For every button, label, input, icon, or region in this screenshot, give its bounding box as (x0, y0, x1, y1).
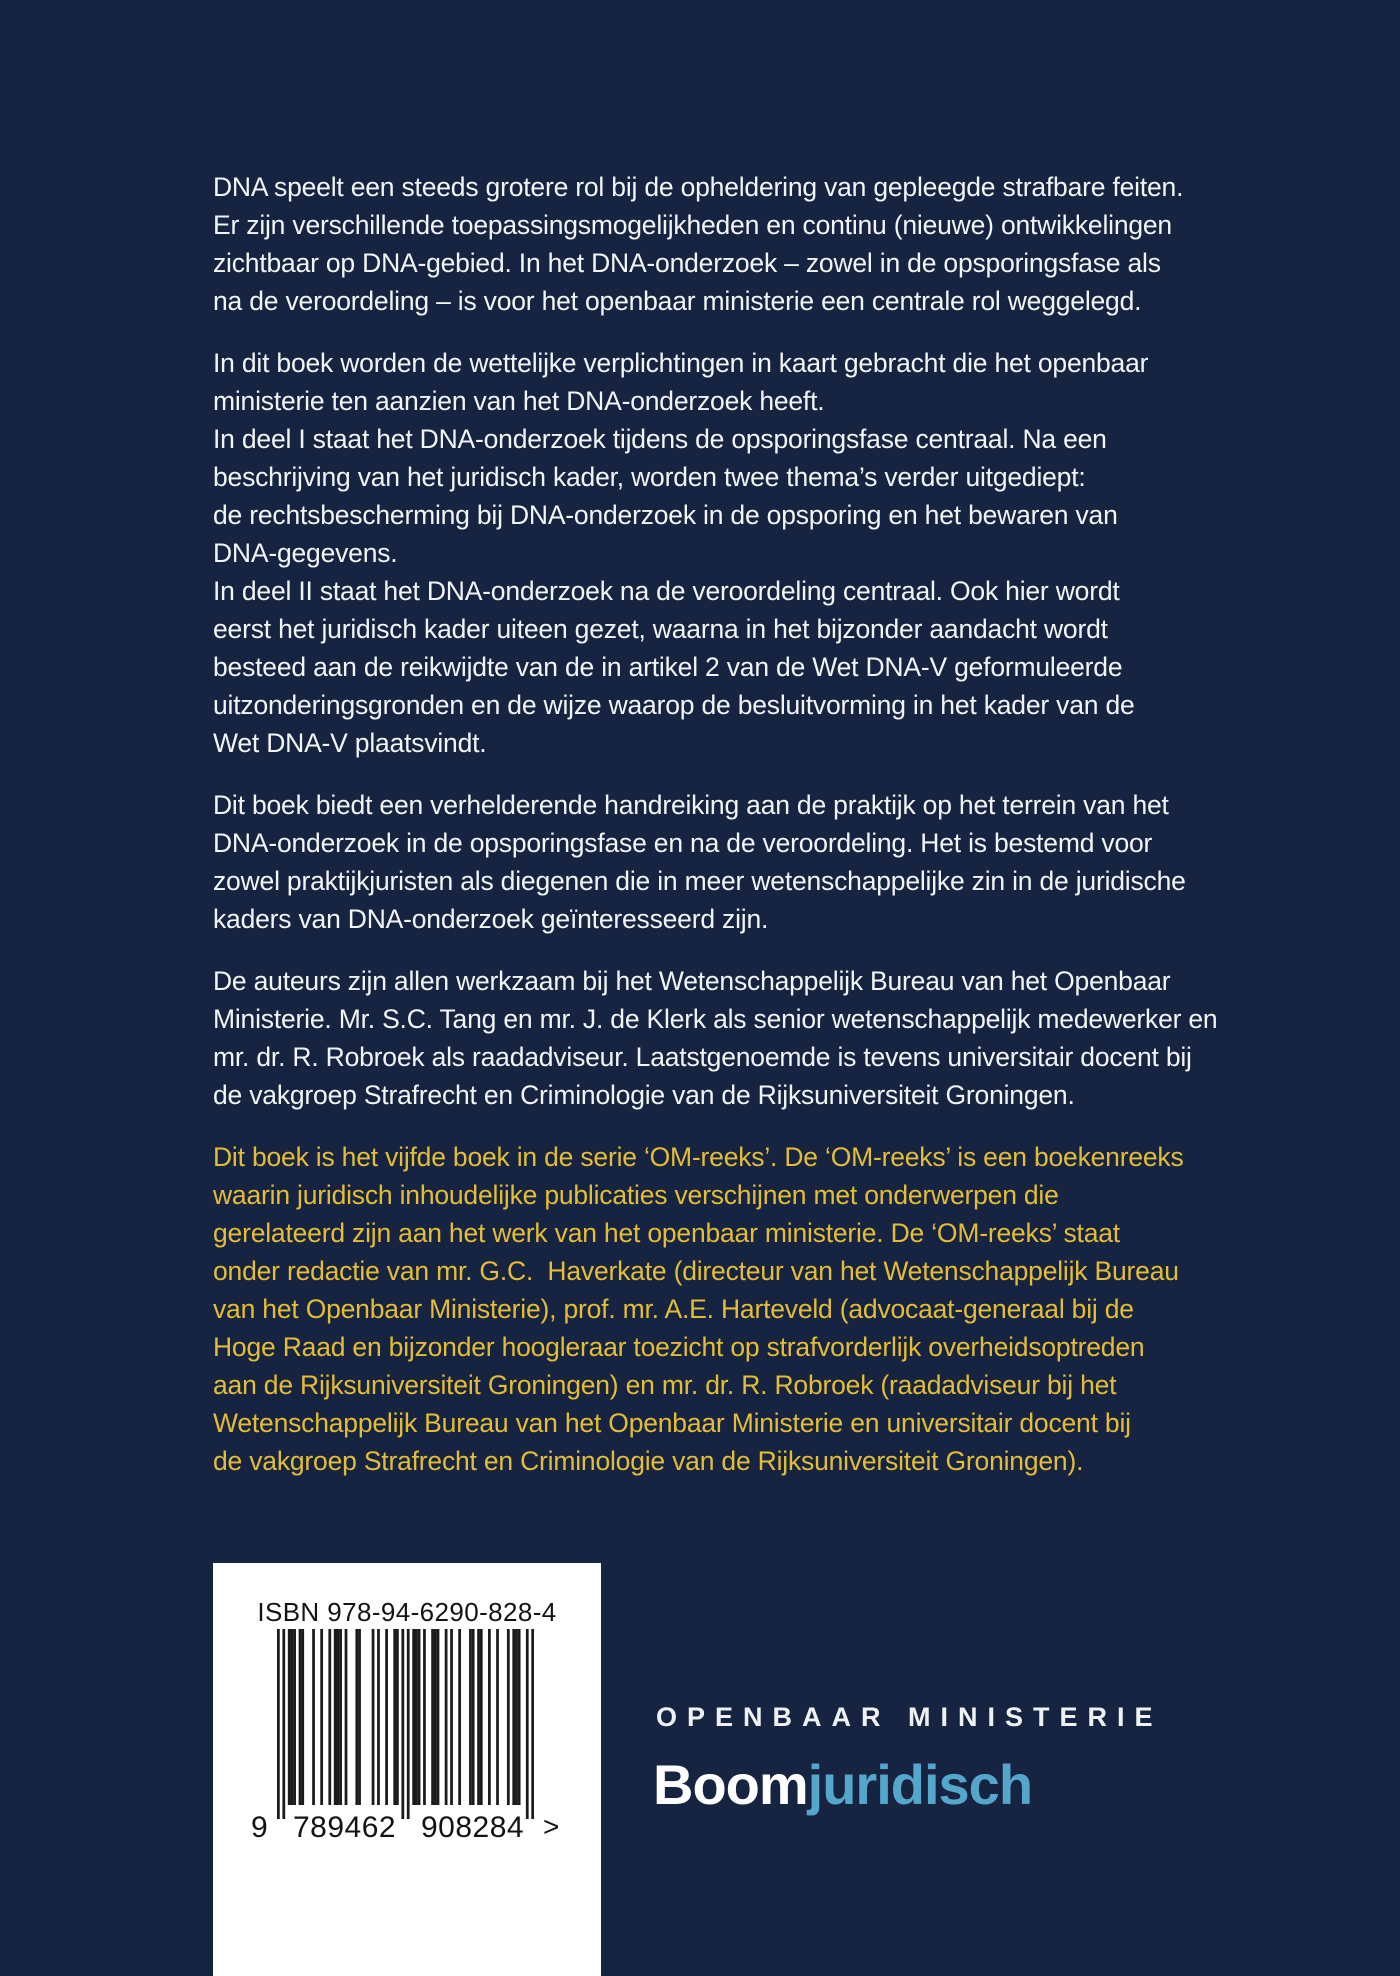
text-line: aan de Rijksuniversiteit Groningen) en mr. dr. R. Robroek (raadadviseur bij het (213, 1370, 1117, 1400)
text-line: mr. dr. R. Robroek als raadadviseur. Laatstgenoemde is tevens universitair docent bij (213, 1042, 1192, 1072)
brand-juridisch-text: juridisch (807, 1753, 1033, 1816)
paragraph-book-contents (213, 344, 1273, 762)
barcode-digit-group-2: 908284 (421, 1811, 525, 1844)
text-line: DNA-gegevens. (213, 538, 398, 568)
text-line: zichtbaar op DNA-gebied. In het DNA-onderzoek – zowel in de opsporingsfase als (213, 248, 1161, 278)
text-line: na de veroordeling – is voor het openbaar ministerie een centrale rol weggelegd. (213, 286, 1142, 316)
paragraph-om-reeks (213, 1138, 1273, 1480)
text-line: Wet DNA-V plaatsvindt. (213, 728, 487, 758)
text-line: de rechtsbescherming bij DNA-onderzoek in de opsporing en het bewaren van (213, 500, 1118, 530)
text-line: DNA-onderzoek in de opsporingsfase en na de veroordeling. Het is bestemd voor (213, 828, 1153, 858)
text-line: besteed aan de reikwijdte van de in artikel 2 van de Wet DNA-V geformuleerde (213, 652, 1123, 682)
isbn-label: ISBN 978-94-6290-828-4 (257, 1597, 557, 1627)
text-line: De auteurs zijn allen werkzaam bij het Wetenschappelijk Bureau van het Openbaar (213, 966, 1171, 996)
paragraph-authors (213, 962, 1273, 1114)
text-line: Er zijn verschillende toepassingsmogelijkheden en continu (nieuwe) ontwikkelingen (213, 210, 1172, 240)
ean-barcode (277, 1629, 534, 1819)
text-line: Wetenschappelijk Bureau van het Openbaar Ministerie en universitair docent bij (213, 1408, 1131, 1438)
text-line: In deel I staat het DNA-onderzoek tijdens de opsporingsfase centraal. Na een (213, 424, 1107, 454)
text-line: gerelateerd zijn aan het werk van het openbaar ministerie. De ‘OM-reeks’ staat (213, 1218, 1120, 1248)
text-line: beschrijving van het juridisch kader, worden twee thema’s verder uitgediept: (213, 462, 1086, 492)
text-line: DNA speelt een steeds grotere rol bij de opheldering van gepleegde strafbare feiten. (213, 172, 1184, 202)
text-line: ministerie ten aanzien van het DNA-onderzoek heeft. (213, 386, 825, 416)
barcode-bars-icon (277, 1629, 534, 1819)
text-line: van het Openbaar Ministerie), prof. mr. A.E. Harteveld (advocaat-generaal bij de (213, 1294, 1134, 1324)
barcode-digit-group-1: 789462 (293, 1811, 397, 1844)
text-line: de vakgroep Strafrecht en Criminologie van de Rijksuniversiteit Groningen. (213, 1080, 1075, 1110)
barcode-digit-first: 9 (251, 1811, 269, 1844)
text-line: In deel II staat het DNA-onderzoek na de veroordeling centraal. Ook hier wordt (213, 576, 1120, 606)
text-line: onder redactie van mr. G.C. Haverkate (directeur van het Wetenschappelijk Bureau (213, 1256, 1179, 1286)
text-line: In dit boek worden de wettelijke verplichtingen in kaart gebracht die het openbaar (213, 348, 1149, 378)
paragraph-audience (213, 786, 1273, 938)
text-line: uitzonderingsgronden en de wijze waarop de besluitvorming in het kader van de (213, 690, 1135, 720)
text-line: waarin juridisch inhoudelijke publicaties verschijnen met onderwerpen die (213, 1180, 1059, 1210)
text-line: zowel praktijkjuristen als diegenen die in meer wetenschappelijke zin in de juridische (213, 866, 1186, 896)
text-line: Dit boek biedt een verhelderende handreiking aan de praktijk op het terrein van het (213, 790, 1169, 820)
text-line: Ministerie. Mr. S.C. Tang en mr. J. de Klerk als senior wetenschappelijk medewerker en (213, 1004, 1218, 1034)
text-line: Hoge Raad en bijzonder hoogleraar toezicht op strafvorderlijk overheidsoptreden (213, 1332, 1145, 1362)
barcode-box (213, 1563, 601, 1976)
boom-juridisch-logo (653, 1752, 1032, 1817)
back-cover-text (213, 168, 1273, 1504)
text-line: eerst het juridisch kader uiteen gezet, waarna in het bijzonder aandacht wordt (213, 614, 1108, 644)
openbaar-ministerie-logo: OPENBAAR MINISTERIE (656, 1702, 1163, 1732)
text-line: Dit boek is het vijfde boek in de serie ‘OM-reeks’. De ‘OM-reeks’ is een boekenreeks (213, 1142, 1184, 1172)
brand-boom-text: Boom (653, 1753, 808, 1816)
text-line: kaders van DNA-onderzoek geïnteresseerd zijn. (213, 904, 769, 934)
barcode-arrow: > (543, 1811, 560, 1842)
text-line: de vakgroep Strafrecht en Criminologie van de Rijksuniversiteit Groningen). (213, 1446, 1084, 1476)
paragraph-intro (213, 168, 1273, 320)
